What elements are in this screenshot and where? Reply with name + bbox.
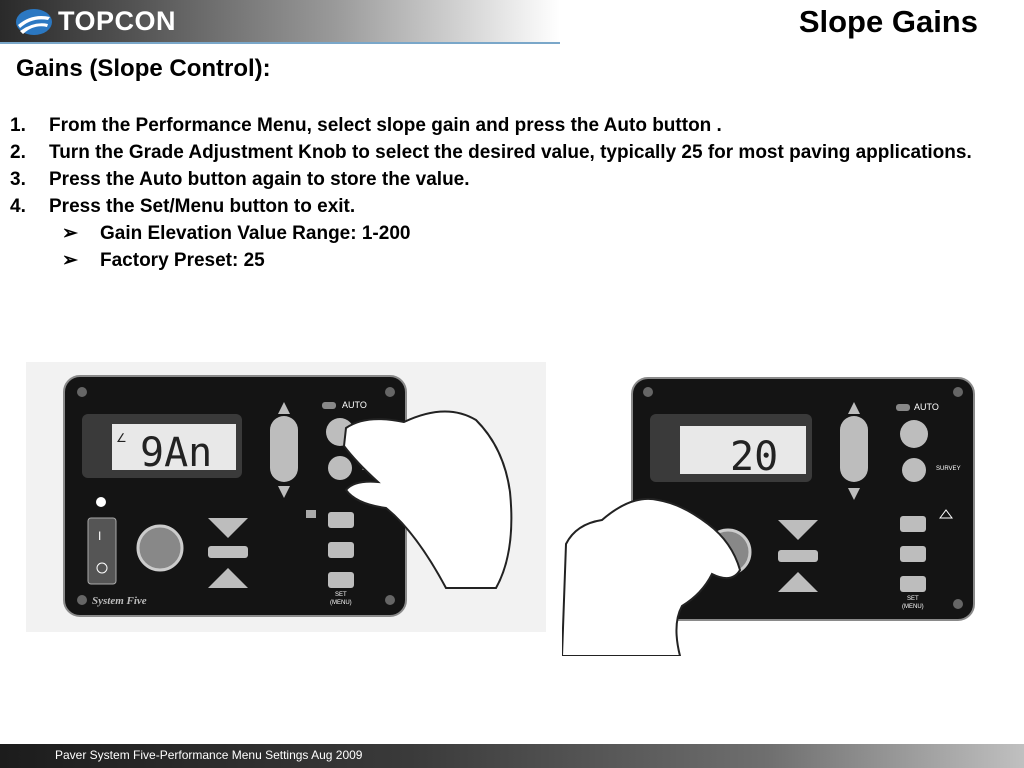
set-menu-button[interactable]: [328, 572, 354, 588]
slope-indicator-icon: ∠: [116, 431, 127, 445]
menu-label: (MENU): [330, 600, 352, 606]
screw-icon: [77, 595, 87, 605]
step-number: 3.: [10, 169, 26, 190]
grade-toggle: [840, 416, 868, 482]
step-number: 4.: [10, 196, 26, 217]
step-item: [10, 112, 1015, 139]
topcon-globe-icon: [14, 7, 54, 37]
screw-icon: [385, 595, 395, 605]
screw-icon: [643, 387, 653, 397]
power-switch[interactable]: [88, 518, 116, 584]
brand-label: System Five: [92, 595, 147, 607]
step-item: [10, 139, 1015, 166]
step-item: [10, 166, 1015, 193]
header-accent-line: [0, 42, 560, 44]
screw-icon: [77, 387, 87, 397]
section-subtitle: Gains (Slope Control):: [16, 55, 271, 82]
control-box-illustration-right: [562, 374, 994, 656]
screw-icon: [953, 387, 963, 397]
menu-button[interactable]: [328, 512, 354, 528]
step-text: From the Performance Menu, select slope gain and press the Auto button .: [49, 115, 722, 136]
auto-label: AUTO: [342, 400, 367, 410]
step-text: Press the Auto button again to store the value.: [49, 169, 470, 190]
survey-label: SURVEY: [936, 466, 961, 472]
footer-text: Paver System Five-Performance Menu Settings Aug 2009: [55, 748, 363, 762]
footer-bar: [0, 744, 1024, 768]
survey-button[interactable]: [328, 456, 352, 480]
set-label: SET: [907, 596, 919, 602]
auto-label: AUTO: [914, 402, 939, 412]
grade-adjust-knob[interactable]: [138, 526, 182, 570]
step-text: Turn the Grade Adjustment Knob to select the desired value, typically 25 for most paving applications.: [49, 142, 972, 163]
arrow-bullet-icon: ➢: [62, 250, 78, 271]
control-box-illustration-left: [26, 362, 546, 632]
screw-icon: [953, 599, 963, 609]
step-text: Press the Set/Menu button to exit.: [49, 196, 356, 217]
step-number: 1.: [10, 115, 26, 136]
bullet-text: Gain Elevation Value Range: 1-200: [100, 223, 411, 244]
step-item: [10, 193, 1015, 220]
lcd-readout: 20: [730, 434, 779, 480]
arrow-bullet-icon: ➢: [62, 223, 78, 244]
set-menu-button[interactable]: [900, 576, 926, 592]
menu-button[interactable]: [328, 542, 354, 558]
auto-button[interactable]: [900, 420, 928, 448]
svg-text:I: I: [98, 529, 102, 543]
slide-title: Slope Gains: [798, 4, 978, 39]
bullet-item: [62, 247, 1015, 274]
instruction-list: [10, 112, 1015, 274]
bullet-text: Factory Preset: 25: [100, 250, 265, 271]
survey-button[interactable]: [902, 458, 926, 482]
menu-button[interactable]: [900, 546, 926, 562]
logo-text: TOPCON: [58, 6, 177, 36]
screw-icon: [385, 387, 395, 397]
menu-label: (MENU): [902, 604, 924, 610]
step-number: 2.: [10, 142, 26, 163]
set-label: SET: [335, 592, 347, 598]
lcd-readout: 9An: [140, 430, 213, 476]
bullet-item: [62, 220, 1015, 247]
grade-toggle: [270, 416, 298, 482]
menu-button[interactable]: [900, 516, 926, 532]
bullet-list: [62, 220, 1015, 274]
topcon-logo: [14, 6, 176, 37]
